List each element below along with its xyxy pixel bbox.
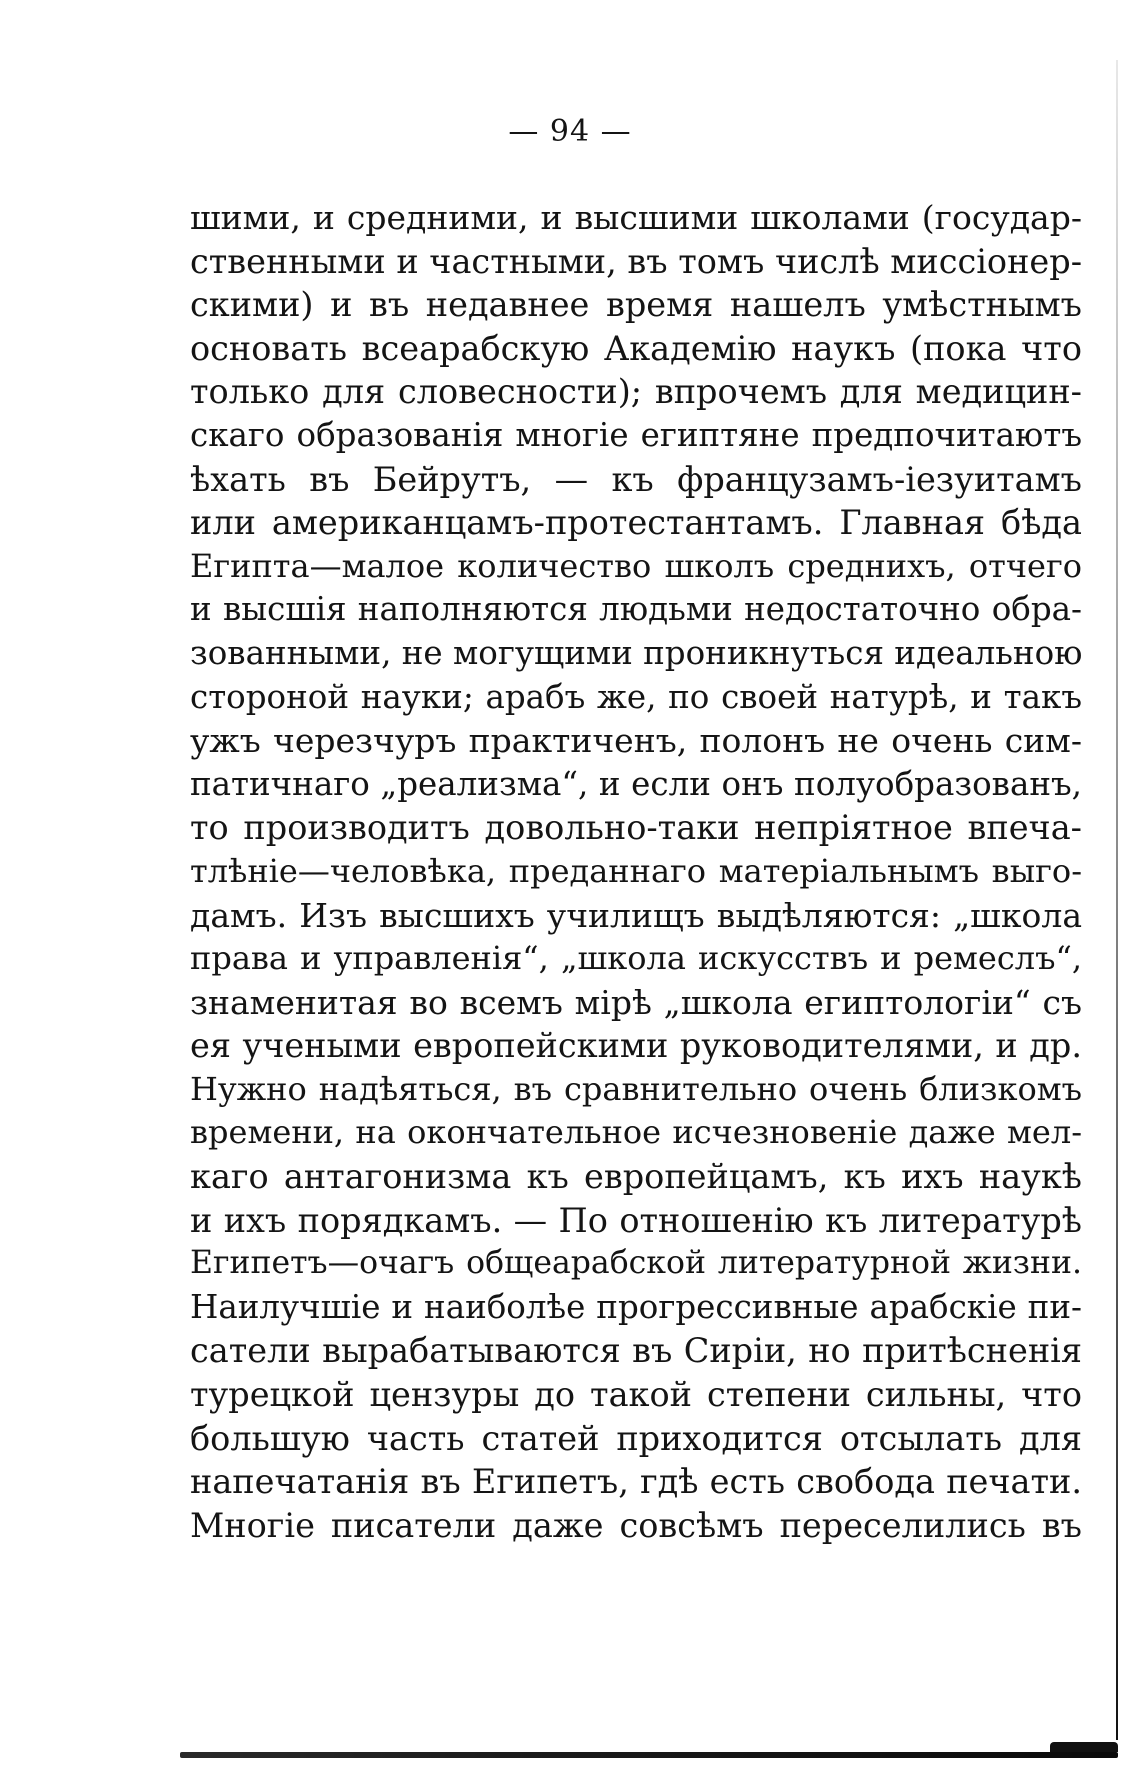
text-line: турецкой цензуры до такой степени сильны, что	[190, 1375, 1082, 1415]
scan-page-corner-shadow	[1050, 1742, 1118, 1752]
text-line: и ихъ порядкамъ. — По отношенію къ литературѣ	[190, 1200, 1082, 1240]
text-line: патичнаго „реализма“, и если онъ полуобразованъ,	[190, 764, 1082, 803]
text-line: каго антагонизма къ европейцамъ, къ ихъ наукѣ	[190, 1157, 1082, 1197]
text-line: дамъ. Изъ высшихъ училищъ выдѣляются: „школа	[190, 895, 1082, 935]
scan-page-edge-right	[1116, 60, 1118, 1740]
text-line: стороной науки; арабъ же, по своей натурѣ, и такъ	[190, 677, 1082, 716]
text-line: Наилучшіе и наиболѣе прогрессивные арабскіе пи-	[190, 1287, 1082, 1326]
text-line: ѣхать въ Бейрутъ, — къ французамъ-іезуитамъ	[190, 459, 1082, 499]
text-line: ея учеными европейскими руководителями, и др.	[190, 1026, 1082, 1066]
text-line: и высшія наполняются людьми недостаточно обра-	[190, 590, 1082, 629]
text-line: то производитъ довольно-таки непріятное впеча-	[190, 808, 1082, 848]
text-line: знаменитая во всемъ мірѣ „школа египтологіи“ съ	[190, 982, 1082, 1022]
text-line: сатели вырабатываются въ Сиріи, но притѣсненія	[190, 1331, 1082, 1371]
text-line: только для словесности); впрочемъ для медицин-	[190, 372, 1082, 412]
text-line: шими, и средними, и высшими школами (государ-	[190, 198, 1082, 237]
text-line: Многіе писатели даже совсѣмъ переселились въ	[190, 1505, 1082, 1545]
text-line: или американцамъ-протестантамъ. Главная бѣда	[190, 503, 1082, 543]
text-line: напечатанія въ Египетъ, гдѣ есть свобода печати.	[190, 1462, 1082, 1502]
text-line: ужъ черезчуръ практиченъ, полонъ не очень сим-	[190, 721, 1082, 761]
text-line: времени, на окончательное исчезновеніе даже мел-	[190, 1113, 1082, 1152]
text-line: Нужно надѣяться, въ сравнительно очень близкомъ	[190, 1069, 1082, 1108]
text-line: тлѣніе—человѣка, преданнаго матеріальнымъ выго-	[190, 851, 1082, 890]
text-line: права и управленія“, „школа искусствъ и ремеслъ“,	[190, 939, 1082, 978]
text-line: зованными, не могущими проникнуться идеальною	[190, 633, 1083, 672]
text-line: Египетъ—очагъ общеарабской литературной жизни.	[190, 1245, 1082, 1282]
text-line: Египта—малое количество школъ среднихъ, отчего	[190, 546, 1082, 585]
text-line: большую часть статей приходится отсылать для	[190, 1418, 1082, 1458]
text-line: основать всеарабскую Академію наукъ (пока что	[190, 328, 1082, 368]
body-text	[190, 196, 1082, 1547]
page-number: — 94 —	[508, 114, 632, 149]
text-line: скими) и въ недавнее время нашелъ умѣстнымъ	[190, 285, 1082, 325]
scan-page-edge-bottom	[180, 1752, 1118, 1758]
text-line: ственными и частными, въ томъ числѣ миссіонер-	[190, 241, 1083, 281]
text-line: скаго образованія многіе египтяне предпочитаютъ	[190, 415, 1082, 454]
